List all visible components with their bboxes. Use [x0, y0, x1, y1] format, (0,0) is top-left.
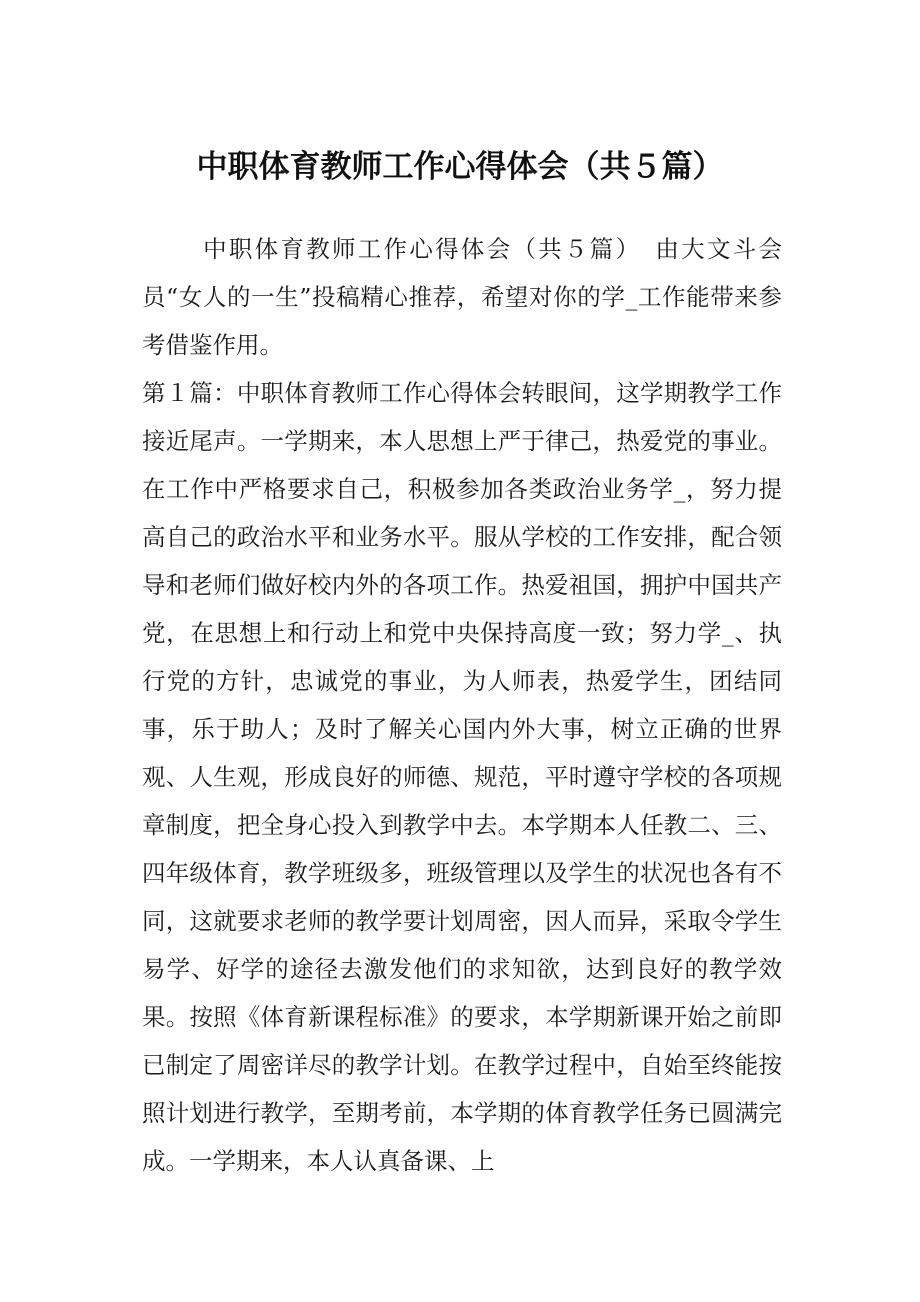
intro-paragraph: 中职体育教师工作心得体会（共５篇） 由大文斗会员“女人的一生”投稿精心推荐，希望对你的学_工作能带来参考借鉴作用。: [142, 235, 782, 359]
document-title: 中职体育教师工作心得体会（共５篇）: [196, 149, 724, 185]
document-body: [142, 225, 782, 1185]
chapter-1-paragraph: 第１篇：中职体育教师工作心得体会转眼间，这学期教学工作接近尾声。一学期来，本人思想上严于律己，热爱党的事业。在工作中严格要求自己，积极参加各类政治业务学_，努力提高自己的政治水平和业务水平。服从学校的工作安排，配合领导和老师们做好校内外的各项工作。热爱祖国，拥护中国共产党，在思想上和行动上和党中央保持高度一致；努力学_、执行党的方针，忠诚党的事业，为人师表，热爱学生，团结同事，乐于助人；及时了解关心国内外大事，树立正确的世界观、人生观，形成良好的师德、规范，平时遵守学校的各项规章制度，把全身心投入到教学中去。本学期本人任教二、三、四年级体育，教学班级多，班级管理以及学生的状况也各有不同，这就要求老师的教学要计划周密，因人而异，采取令学生易学、好学的途径去激发他们的求知欲，达到良好的教学效果。按照《体育新课程标准》的要求，本学期新课开始之前即已制定了周密详尽的教学计划。在教学过程中，自始至终能按照计划进行教学，至期考前，本学期的体育教学任务已圆满完成。一学期来，本人认真备课、上: [142, 379, 782, 1175]
